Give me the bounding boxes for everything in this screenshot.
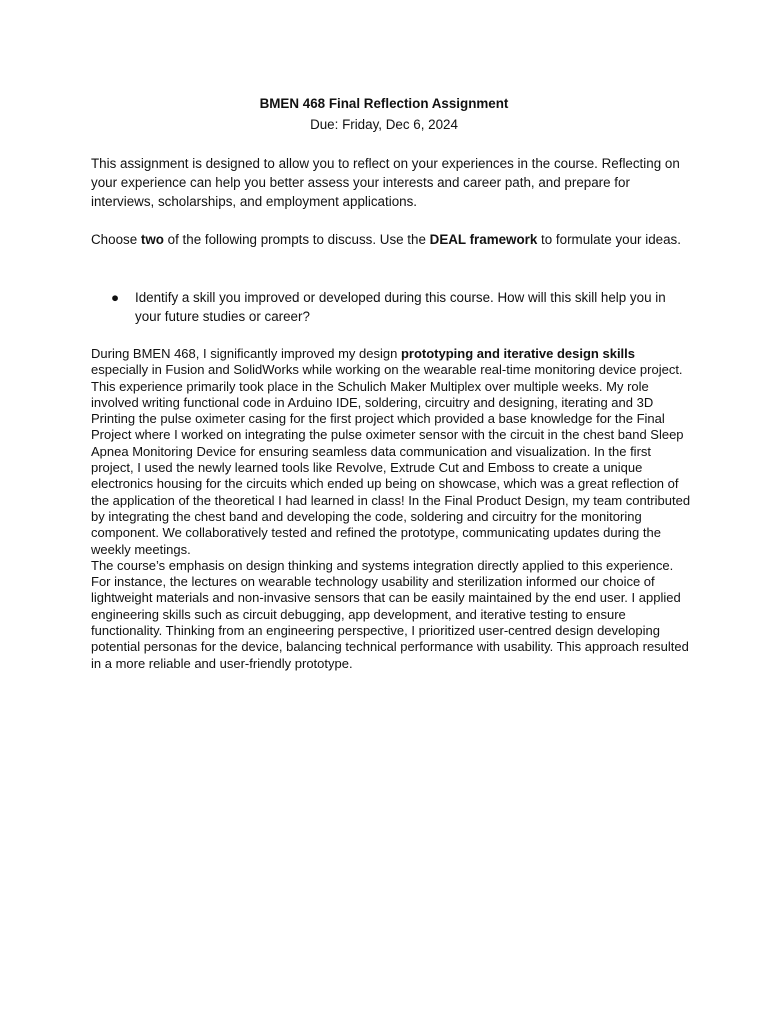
response-p1-bold: prototyping and iterative design skills bbox=[400, 346, 636, 361]
bullet-icon: ● bbox=[111, 290, 120, 305]
instructions-text-2: of the following prompts to discuss. Use the bbox=[163, 232, 430, 247]
instructions-text-1: Choose bbox=[91, 232, 141, 247]
response-p1-text-1: During BMEN 468, I significantly improved my design bbox=[91, 346, 401, 361]
instructions-bold-framework: DEAL framework bbox=[429, 232, 538, 247]
response-paragraph-1 bbox=[91, 346, 691, 558]
document-title: BMEN 468 Final Reflection Assignment bbox=[259, 96, 509, 111]
instructions-text-3: to formulate your ideas. bbox=[537, 232, 681, 247]
prompt-item bbox=[91, 288, 691, 326]
intro-paragraph: This assignment is designed to allow you to reflect on your experiences in the course. Reflecting on your experience can help you better assess your interests and career path, and prepare for interviews, scholarships, and employment applications. bbox=[91, 156, 680, 209]
prompt-list bbox=[91, 288, 691, 326]
prompt-text: Identify a skill you improved or developed during this course. How will this skill help you in your future studies or career? bbox=[135, 290, 666, 324]
response-body bbox=[91, 346, 691, 672]
response-paragraph-2: The course’s emphasis on design thinking and systems integration directly applied to this experience. For instance, the lectures on wearable technology usability and sterilization informed our choice of lightweight materials and non-invasive sensors that can be easily maintained by the end user. I applied engineering skills such as circuit debugging, app development, and iterative testing to ensure functionality. Thinking from an engineering perspective, I prioritized user-centred design developing potential personas for the device, balancing technical performance with usability. This approach resulted in a more reliable and user-friendly prototype. bbox=[91, 557, 689, 671]
due-date: Due: Friday, Dec 6, 2024 bbox=[310, 117, 458, 132]
instructions-paragraph bbox=[91, 230, 691, 249]
response-p1-text-2: especially in Fusion and SolidWorks while working on the wearable real-time monitoring device project. This experience primarily took place in the Schulich Maker Multiplex over multiple weeks. My role involved writing functional code in Arduino IDE, soldering, circuitry and designing, iterating and 3D Printing the pulse oximeter casing for the first project which provided a base knowledge for the Final Project where I worked on integrating the pulse oximeter sensor with the circuit in the chest band Sleep Apnea Monitoring Device for ensuring seamless data communication and visualization. In the first project, I used the newly learned tools like Revolve, Extrude Cut and Emboss to create a unique electronics housing for the circuits which ended up being on showcase, which was a great reflection of the application of the theoretical I had learned in class! In the Final Product Design, my team contributed by integrating the chest band and developing the code, soldering and circuitry for the monitoring component. We collaboratively tested and refined the prototype, communicating updates during the weekly meetings. bbox=[91, 362, 691, 557]
instructions-bold-two: two bbox=[140, 232, 164, 247]
